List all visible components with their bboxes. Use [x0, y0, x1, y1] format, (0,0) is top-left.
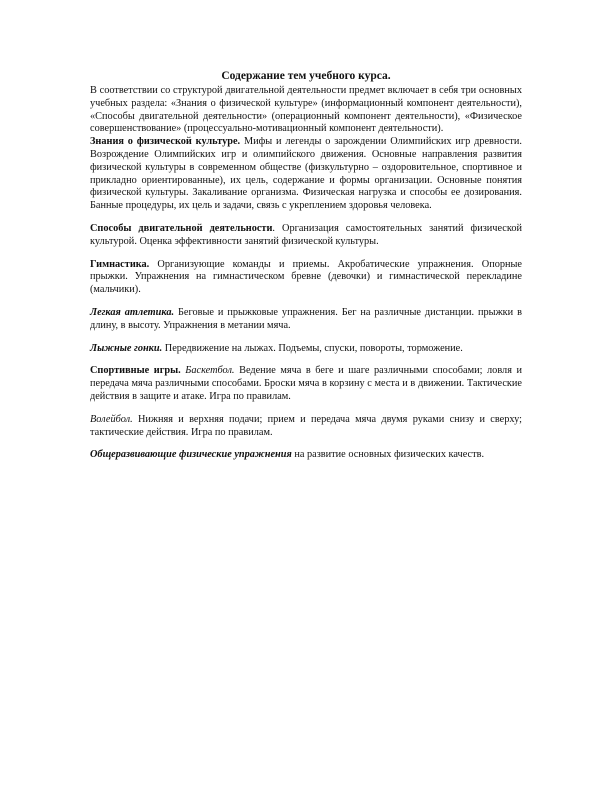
section-heading: Гимнастика.: [90, 258, 150, 270]
section-subheading: Баскетбол.: [185, 365, 235, 377]
section-text: Мифы и легенды о зарождении Олимпийских игр древности. Возрождение Олимпийских игр и олимпийского движения. Основные направления развития физической культуры в современном обществе (физкультурно – оздоровительное, спортивное и прикладно ориентированные), их цель, содержание и формы организации. Основные понятия физической культуры. Закаливание организма. Физическая нагрузка и способы ее дозирования. Банные процедуры, их цель и задачи, связь с укреплением здоровья человека.: [90, 136, 522, 212]
document-page: [90, 70, 522, 462]
section-athletics: [90, 307, 522, 333]
section-volleyball: [90, 414, 522, 440]
document-title: Содержание тем учебного курса.: [221, 70, 391, 82]
section-heading: Общеразвивающие физические упражнения: [90, 449, 292, 461]
section-knowledge: [90, 136, 522, 213]
section-general-exercises: [90, 449, 522, 462]
intro-paragraph: В соответствии со структурой двигательной деятельности предмет включает в себя три основных учебных раздела: «Знания о физической культуре» (информационный компонент деятельности), «Способы двигательной деятельности» (операционный компонент деятельности), «Физическое совершенствование» (процессуально-мотивационный компонент деятельности).: [90, 85, 522, 135]
section-skiing: [90, 343, 522, 356]
section-motor-activity: [90, 223, 522, 249]
section-text: Ведение мяча в беге и шаге различными способами; ловля и передача мяча различными способами. Броски мяча в корзину с места и в движении. Тактические действия в защите и атаке. Игра по правилам.: [90, 365, 522, 402]
section-text: Передвижение на лыжах. Подъемы, спуски, повороты, торможение.: [162, 342, 463, 354]
section-text: Организующие команды и приемы. Акробатические упражнения. Опорные прыжки. Упражнения на гимнастическом бревне (девочки) и гимнастической перекладине (мальчики).: [90, 258, 522, 296]
section-gymnastics: [90, 259, 522, 297]
section-heading: Легкая атлетика.: [90, 306, 175, 318]
section-heading: Знания о физической культуре.: [90, 136, 241, 148]
section-heading: Способы двигательной деятельности: [90, 222, 273, 234]
section-text: Беговые и прыжковые упражнения. Бег на различные дистанции. прыжки в длину, в высоту. Упражнения в метании мяча.: [90, 306, 522, 331]
section-heading: Лыжные гонки.: [90, 342, 163, 354]
section-subheading: Волейбол.: [90, 413, 133, 425]
section-heading: Спортивные игры.: [90, 365, 181, 377]
section-text: . Организация самостоятельных занятий физической культурой. Оценка эффективности занятий физической культуры.: [90, 222, 522, 247]
section-text: на развитие основных физических качеств.: [291, 449, 485, 461]
section-text: Нижняя и верхняя подачи; прием и передача мяча двумя руками снизу и сверху; тактические действия. Игра по правилам.: [90, 413, 522, 438]
section-sport-games: [90, 365, 522, 403]
